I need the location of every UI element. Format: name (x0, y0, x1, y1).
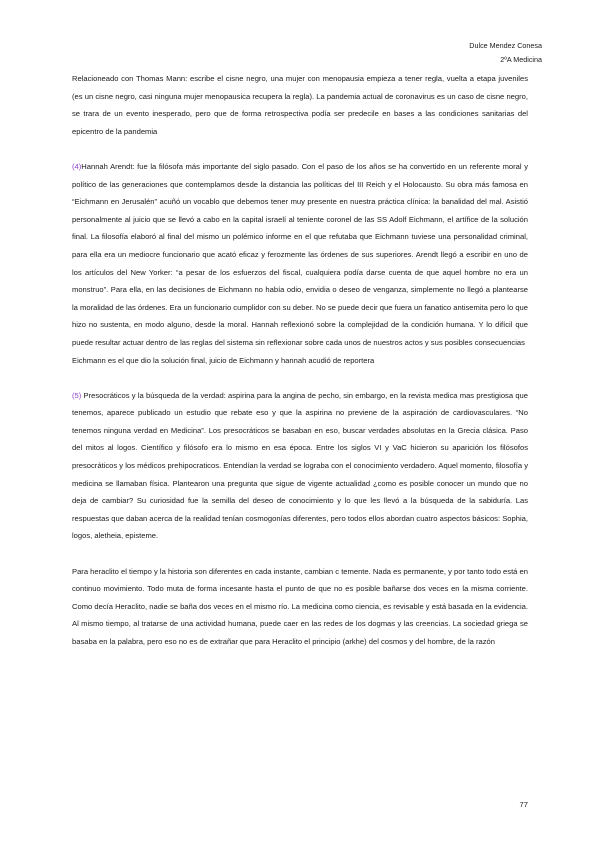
paragraph-heraclito: Para heraclito el tiempo y la historia son diferentes en cada instante, cambian c temente. Nada es permanente, y por tanto todo está en continuo movimiento. Todo muta de forma incesante hasta el punto de que no es posible bañarse dos veces en la misma corriente. Como decía Heraclito, nadie se baña dos veces en el mismo río. La medicina como ciencia, es revisable y está basada en la evidencia. Al mismo tiempo, al tratarse de una actividad humana, puede caer en las redes de los dogmas y las creencias. La sociedad griega se basaba en la palabra, pero eso no es de extrañar que para Heraclito el principio (arkhe) del cosmos y del hombre, de la razón (72, 566, 528, 646)
paragraph-text: Presocráticos y la búsqueda de la verdad: aspirina para la angina de pecho, sin embargo, en la revista medica mas prestigiosa que tenemos, aparece publicado un estudio que rebate eso y que la aspirina no previene de la aspiración de cardiovasculares. “No tenemos ninguna verdad en Medicina”. Los presocráticos se basaban en eso, buscar verdades absolutas en la Grecia clásica. Paso del mitos al logos. Científico y filósofo era lo mismo en esa época. Entre los siglos VI y VaC hicieron su aparición los filósofos presocráticos y los médicos prehipocraticos. Entendían la verdad se lograba con el conocimiento verdadero. Aquel momento, filosofía y medicina se llamaban física. Plantearon una pregunta que sigue de vigente actualidad ¿como es posible conocer un mundo que no deja de cambiar? Su curiosidad fue la semilla del deseo de conocimiento y lo que les llevó a la búsqueda de la sabiduría. Las respuestas que daban acerca de la realidad tenían cosmogonías diferentes, pero todos ellos abordan cuatro aspectos básicos: Sophia, logos, aletheia, episteme. (72, 390, 528, 541)
page-number: 77 (519, 800, 528, 809)
paragraph-thomas-mann: Relacioneado con Thomas Mann: escribe el cisne negro, una mujer con menopausia empieza a tener regla, vuelta a etapa juveniles (es un cisne negro, casi ninguna mujer menopausica recupera la regla). La pandemia actual de coronavirus es un caso de cisne negro, se trara de un evento inesperado, pero que de forma retrospectiva podía ser predecile en bases a las condiciones sanitarias del epicentro de la pandemia (72, 74, 528, 136)
document-body (72, 70, 528, 651)
paragraph-number: (5) (72, 390, 82, 400)
author-name: Dulce Mendez Conesa (469, 41, 542, 50)
paragraph-eichmann-note: Eichmann es el que dio la solución final, juicio de Eichmann y hannah acudió de reportera (72, 355, 375, 365)
paragraph-text: Hannah Arendt: fue la filósofa más importante del siglo pasado. Con el paso de los años se ha convertido en un referente moral y político de las generaciones que contemplamos desde la distancia las políticas del III Reich y el Holocausto. Su obra más famosa en “Eichmann en Jerusalén” acuñó un vocablo que debemos tener muy presente en nuestra práctica clínica: la banalidad del mal. Asistió personalmente al juicio que se llevó a cabo en la capital israelí al teniente coronel de las SS Adolf Eichmann, el artífice de la solución final. La filosofía elaboró al final del mismo un polémico informe en el que refutaba que Eichmann tuviese una personalidad criminal, para ella era un mediocre funcionario que acató eficaz y ferozmente las órdenes de sus superiores. Arendt llegó a escribir en uno de los artículos del New Yorker: “a pesar de los esfuerzos del fiscal, cualquiera podía darse cuenta de que aquel hombre no era un monstruo”. Para ella, en las decisiones de Eichmann no había odio, envidia o deseo de venganza, simplemente no llegó a plantearse la moralidad de las órdenes. Era un funcionario cumplidor con su deber. No se puede decir que fuera un fanatico antisemita pero lo que hizo no sustenta, en modo alguno, desde la moral. Hannah reflexionó sobre la complejidad de la condición humana. Y lo difícil que puede resultar actuar dentro de las reglas del sistema sin reflexionar sobre cada unos de nuestros actos y sus posibles consecuencias (72, 161, 528, 347)
page-header (469, 39, 542, 67)
course-label: 2ºA Medicina (500, 55, 542, 64)
paragraph-number: (4) (72, 161, 82, 171)
paragraph-presocraticos (72, 387, 528, 545)
paragraph-hannah-arendt (72, 158, 528, 352)
